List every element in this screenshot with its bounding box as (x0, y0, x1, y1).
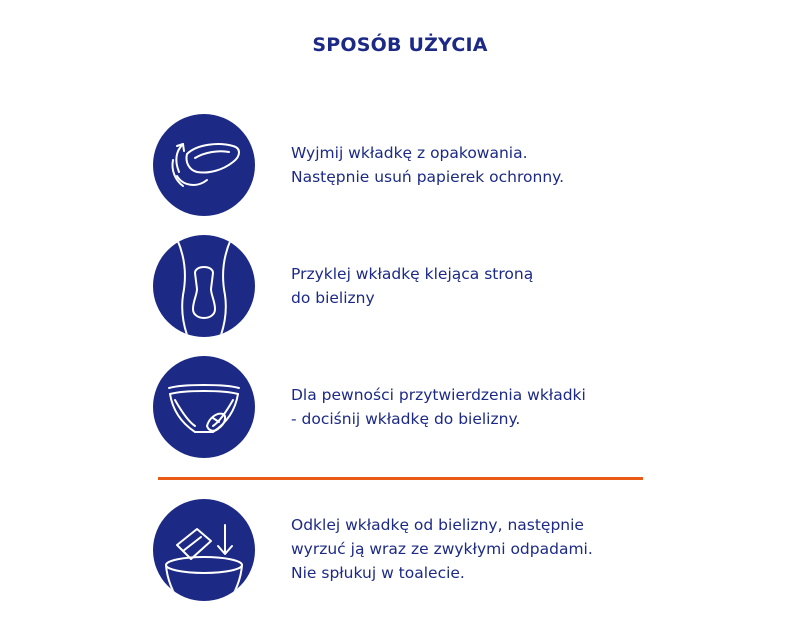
press-underwear-icon (153, 356, 255, 458)
step-text (291, 513, 593, 585)
page-title: SPOSÓB UŻYCIA (312, 34, 488, 56)
step-line: Dla pewności przytwierdzenia wkładki (291, 386, 586, 404)
step-text (291, 262, 533, 310)
dispose-bin-icon (153, 499, 255, 601)
liner-on-underwear-icon (153, 235, 255, 337)
liner-peel-icon (153, 114, 255, 216)
step-text (291, 383, 586, 431)
step-text (291, 141, 564, 189)
step-line: Przyklej wkładkę klejąca stroną (291, 265, 534, 283)
step-line: - dociśnij wkładkę do bielizny. (291, 410, 521, 428)
step-line: Wyjmij wkładkę z opakowania. (291, 144, 528, 162)
step-line: Nie spłukuj w toalecie. (291, 564, 465, 582)
step-line: Odklej wkładkę od bielizny, następnie (291, 516, 584, 534)
section-divider (158, 477, 643, 480)
step-line: wyrzuć ją wraz ze zwykłymi odpadami. (291, 540, 593, 558)
step-line: do bielizny (291, 289, 375, 307)
step-line: Następnie usuń papierek ochronny. (291, 168, 565, 186)
